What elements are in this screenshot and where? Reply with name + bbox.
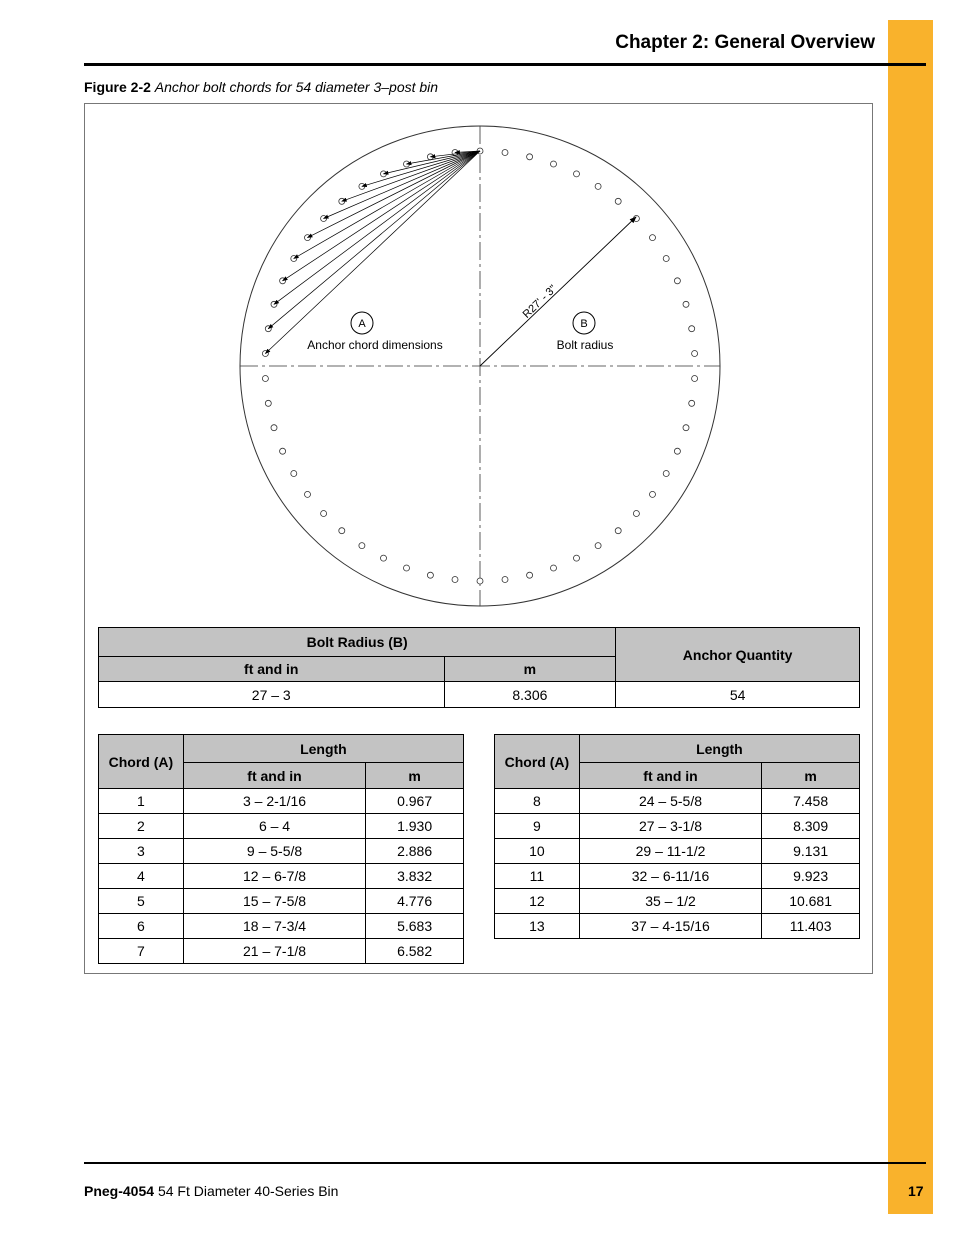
bolt-hole: [381, 555, 387, 561]
bolt-hole: [595, 183, 601, 189]
bolt-hole: [339, 528, 345, 534]
header-rule: [84, 63, 926, 66]
bolt-hole: [305, 235, 311, 241]
chord-chord-cell: 5: [99, 889, 184, 914]
chord-chord-cell: 6: [99, 914, 184, 939]
bolt-hole: [265, 400, 271, 406]
chord-line: [283, 151, 480, 281]
bolt-hole: [502, 150, 508, 156]
bolt-hole: [663, 471, 669, 477]
chord-chord-cell: 1: [99, 789, 184, 814]
bolt-hole: [615, 528, 621, 534]
footer-rule: [84, 1162, 926, 1164]
bolt-hole: [321, 511, 327, 517]
bolt-hole: [650, 235, 656, 241]
chord-m-cell: 7.458: [762, 789, 860, 814]
chord-m-cell: 6.582: [366, 939, 464, 964]
anchor-chord-label: Anchor chord dimensions: [307, 338, 443, 352]
anchor-quantity-header: Anchor Quantity: [616, 628, 860, 682]
length-header: Length: [183, 735, 463, 763]
table-row: [495, 889, 860, 914]
bolt-hole: [615, 198, 621, 204]
bolt-radius-ft: 27 – 3: [99, 682, 445, 708]
chord-ft-cell: 18 – 7-3/4: [183, 914, 365, 939]
bolt-hole: [692, 351, 698, 357]
table-row: [99, 839, 464, 864]
bolt-radius-header: Bolt Radius (B): [99, 628, 616, 657]
chord-line: [324, 151, 480, 219]
table-row: [99, 864, 464, 889]
bolt-hole: [427, 572, 433, 578]
chord-line: [294, 151, 480, 259]
chord-ft-cell: 27 – 3-1/8: [579, 814, 761, 839]
chord-chord-cell: 13: [495, 914, 580, 939]
chord-m-cell: 11.403: [762, 914, 860, 939]
chord-ft-cell: 12 – 6-7/8: [183, 864, 365, 889]
chord-m-cell: 8.309: [762, 814, 860, 839]
bolt-radius-label: Bolt radius: [556, 338, 614, 352]
document-code: Pneg-4054: [84, 1183, 155, 1199]
chord-line: [308, 151, 481, 238]
bolt-hole: [574, 171, 580, 177]
bolt-hole: [280, 448, 286, 454]
chord-m-cell: 0.967: [366, 789, 464, 814]
table-row: [99, 939, 464, 964]
figure-label: Figure 2-2: [84, 79, 151, 95]
chord-line: [342, 151, 480, 201]
chord-line: [362, 151, 480, 186]
chord-m-cell: 3.832: [366, 864, 464, 889]
chord-m-cell: 4.776: [366, 889, 464, 914]
chord-line: [274, 151, 480, 304]
ft-in-header: ft and in: [99, 657, 445, 682]
length-header: Length: [579, 735, 859, 763]
chord-m-cell: 1.930: [366, 814, 464, 839]
chapter-side-tab: [888, 20, 933, 1214]
bolt-hole: [452, 577, 458, 583]
chord-chord-cell: 7: [99, 939, 184, 964]
bolt-hole: [692, 376, 698, 382]
page-number: 17: [908, 1183, 924, 1199]
chord-chord-cell: 8: [495, 789, 580, 814]
bolt-hole: [359, 183, 365, 189]
bolt-hole: [574, 555, 580, 561]
bolt-hole: [683, 301, 689, 307]
table-row: [99, 889, 464, 914]
radius-dimension-label: R27' - 3": [520, 282, 560, 321]
meters-header: m: [444, 657, 616, 682]
footer-document: [84, 1183, 338, 1199]
chord-chord-cell: 12: [495, 889, 580, 914]
anchor-quantity-value: 54: [616, 682, 860, 708]
table-row: [495, 914, 860, 939]
table-row: [495, 839, 860, 864]
chord-chord-cell: 4: [99, 864, 184, 889]
figure-caption: [84, 79, 438, 95]
bolt-hole: [359, 543, 365, 549]
bolt-hole: [502, 577, 508, 583]
ft-in-header: ft and in: [183, 763, 365, 789]
bolt-radius-table: [98, 627, 860, 708]
chord-ft-cell: 6 – 4: [183, 814, 365, 839]
bolt-hole: [305, 491, 311, 497]
bolt-hole: [689, 326, 695, 332]
chord-ft-cell: 21 – 7-1/8: [183, 939, 365, 964]
chord-ft-cell: 29 – 11-1/2: [579, 839, 761, 864]
chord-rows-right: [495, 789, 860, 939]
bolt-hole: [271, 425, 277, 431]
meters-header: m: [366, 763, 464, 789]
bolt-hole: [404, 565, 410, 571]
chord-ft-cell: 35 – 1/2: [579, 889, 761, 914]
bolt-hole: [291, 471, 297, 477]
chord-table-left: [98, 734, 464, 964]
document-title: 54 Ft Diameter 40-Series Bin: [157, 1183, 339, 1199]
table-row: [99, 814, 464, 839]
chord-m-cell: 10.681: [762, 889, 860, 914]
bolt-hole: [262, 376, 268, 382]
bolt-hole: [689, 400, 695, 406]
table-row: [495, 864, 860, 889]
chord-ft-cell: 3 – 2-1/16: [183, 789, 365, 814]
table-row: [495, 814, 860, 839]
chord-ft-cell: 37 – 4-15/16: [579, 914, 761, 939]
bolt-hole: [683, 425, 689, 431]
chord-chord-cell: 9: [495, 814, 580, 839]
chapter-title: Chapter 2: General Overview: [615, 32, 875, 53]
chord-ft-cell: 32 – 6-11/16: [579, 864, 761, 889]
chord-ft-cell: 24 – 5-5/8: [579, 789, 761, 814]
chord-header: Chord (A): [99, 735, 184, 789]
chord-chord-cell: 3: [99, 839, 184, 864]
chord-rows-left: [99, 789, 464, 964]
figure-caption-text: Anchor bolt chords for 54 diameter 3–post bin: [154, 79, 439, 95]
bolt-hole: [650, 491, 656, 497]
bolt-hole: [551, 565, 557, 571]
table-row: [99, 789, 464, 814]
bolt-hole: [633, 511, 639, 517]
bolt-hole: [551, 161, 557, 167]
bolt-hole: [527, 572, 533, 578]
ft-in-header: ft and in: [579, 763, 761, 789]
chord-line: [268, 151, 480, 329]
chord-chord-cell: 2: [99, 814, 184, 839]
table-row: [495, 789, 860, 814]
bolt-hole: [674, 448, 680, 454]
marker-a-letter: A: [358, 318, 366, 330]
chord-ft-cell: 15 – 7-5/8: [183, 889, 365, 914]
chord-table-right: [494, 734, 860, 939]
marker-b-letter: B: [580, 318, 588, 330]
bolt-hole: [339, 198, 345, 204]
anchor-bolt-diagram: [238, 124, 722, 608]
chord-m-cell: 5.683: [366, 914, 464, 939]
chord-chord-cell: 11: [495, 864, 580, 889]
chord-m-cell: 9.131: [762, 839, 860, 864]
meters-header: m: [762, 763, 860, 789]
bolt-hole: [674, 278, 680, 284]
chord-m-cell: 9.923: [762, 864, 860, 889]
chord-header: Chord (A): [495, 735, 580, 789]
chord-m-cell: 2.886: [366, 839, 464, 864]
bolt-hole: [477, 578, 483, 584]
table-row: [99, 914, 464, 939]
bolt-hole: [663, 256, 669, 262]
bolt-radius-m: 8.306: [444, 682, 616, 708]
bolt-hole: [291, 256, 297, 262]
bolt-hole: [595, 543, 601, 549]
bolt-hole: [527, 154, 533, 160]
chord-ft-cell: 9 – 5-5/8: [183, 839, 365, 864]
chord-chord-cell: 10: [495, 839, 580, 864]
